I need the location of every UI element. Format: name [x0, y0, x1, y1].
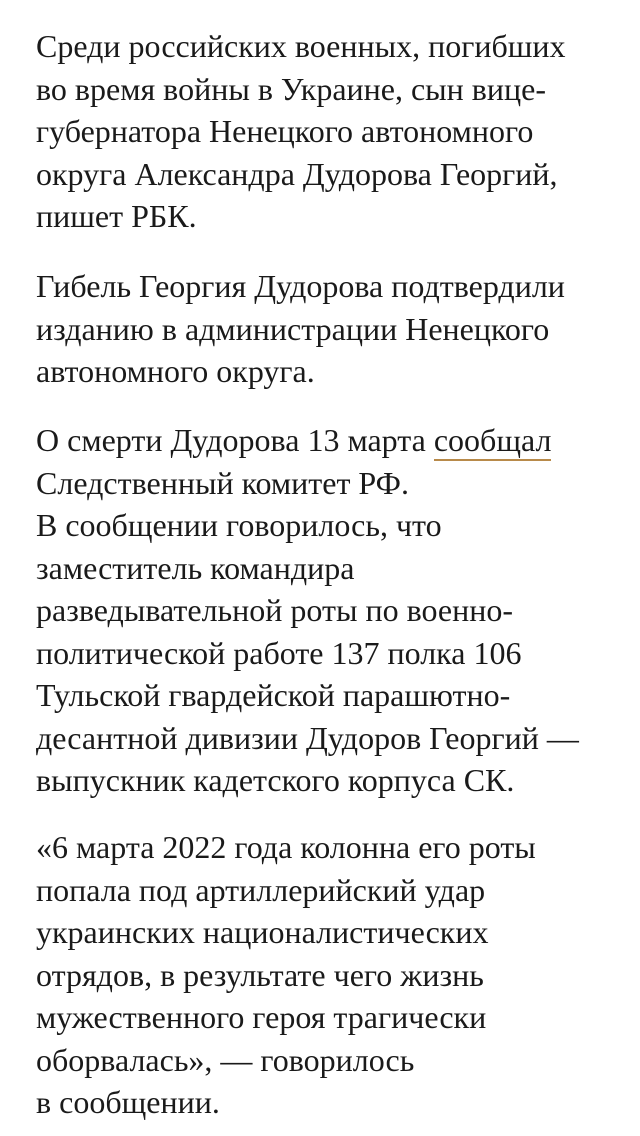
paragraph-3 — [36, 419, 579, 802]
paragraph-line: заместитель командира — [36, 549, 355, 586]
paragraph-line: автономного округа. — [36, 353, 315, 389]
paragraph-line: оборвалась», — говорилось — [36, 1041, 415, 1078]
paragraph-line: В сообщении говорилось, что — [36, 507, 442, 543]
paragraph-line: округа Александра Дудорова Георгий, — [36, 155, 558, 192]
paragraph-line: отрядов, в результате чего жизнь — [36, 956, 484, 993]
paragraph-line: мужественного героя трагически — [36, 999, 487, 1035]
paragraph-line: Среди российских военных, погибших — [36, 28, 566, 64]
paragraph-1 — [36, 25, 566, 238]
paragraph-line: изданию в администрации Ненецкого — [36, 310, 550, 347]
paragraph-line: во время войны в Украине, сын вице- — [36, 70, 547, 107]
paragraph-line: «6 марта 2022 года колонна его роты — [36, 829, 536, 865]
paragraph-line-prefix: О смерти Дудорова 13 марта — [36, 422, 434, 458]
source-link[interactable]: сообщал — [434, 422, 552, 461]
paragraph-line: украинских националистических — [36, 914, 489, 950]
paragraph-line: Следственный комитет РФ. — [36, 464, 409, 501]
paragraph-4-quote — [36, 826, 536, 1124]
paragraph-line — [36, 419, 579, 462]
paragraph-line: выпускник кадетского корпуса СК. — [36, 762, 515, 798]
paragraph-line: губернатора Ненецкого автономного — [36, 113, 534, 149]
paragraph-line: Тульской гвардейской парашютно- — [36, 677, 511, 713]
paragraph-line: десантной дивизии Дудоров Георгий — — [36, 719, 579, 756]
paragraph-line: в сообщении. — [36, 1084, 220, 1120]
paragraph-line: политической работе 137 полка 106 — [36, 634, 522, 671]
paragraph-line: пишет РБК. — [36, 198, 197, 234]
paragraph-2 — [36, 265, 565, 393]
paragraph-line: Гибель Георгия Дудорова подтвердили — [36, 268, 565, 304]
paragraph-line: разведывательной роты по военно- — [36, 592, 513, 628]
paragraph-line: попала под артиллерийский удар — [36, 871, 486, 908]
